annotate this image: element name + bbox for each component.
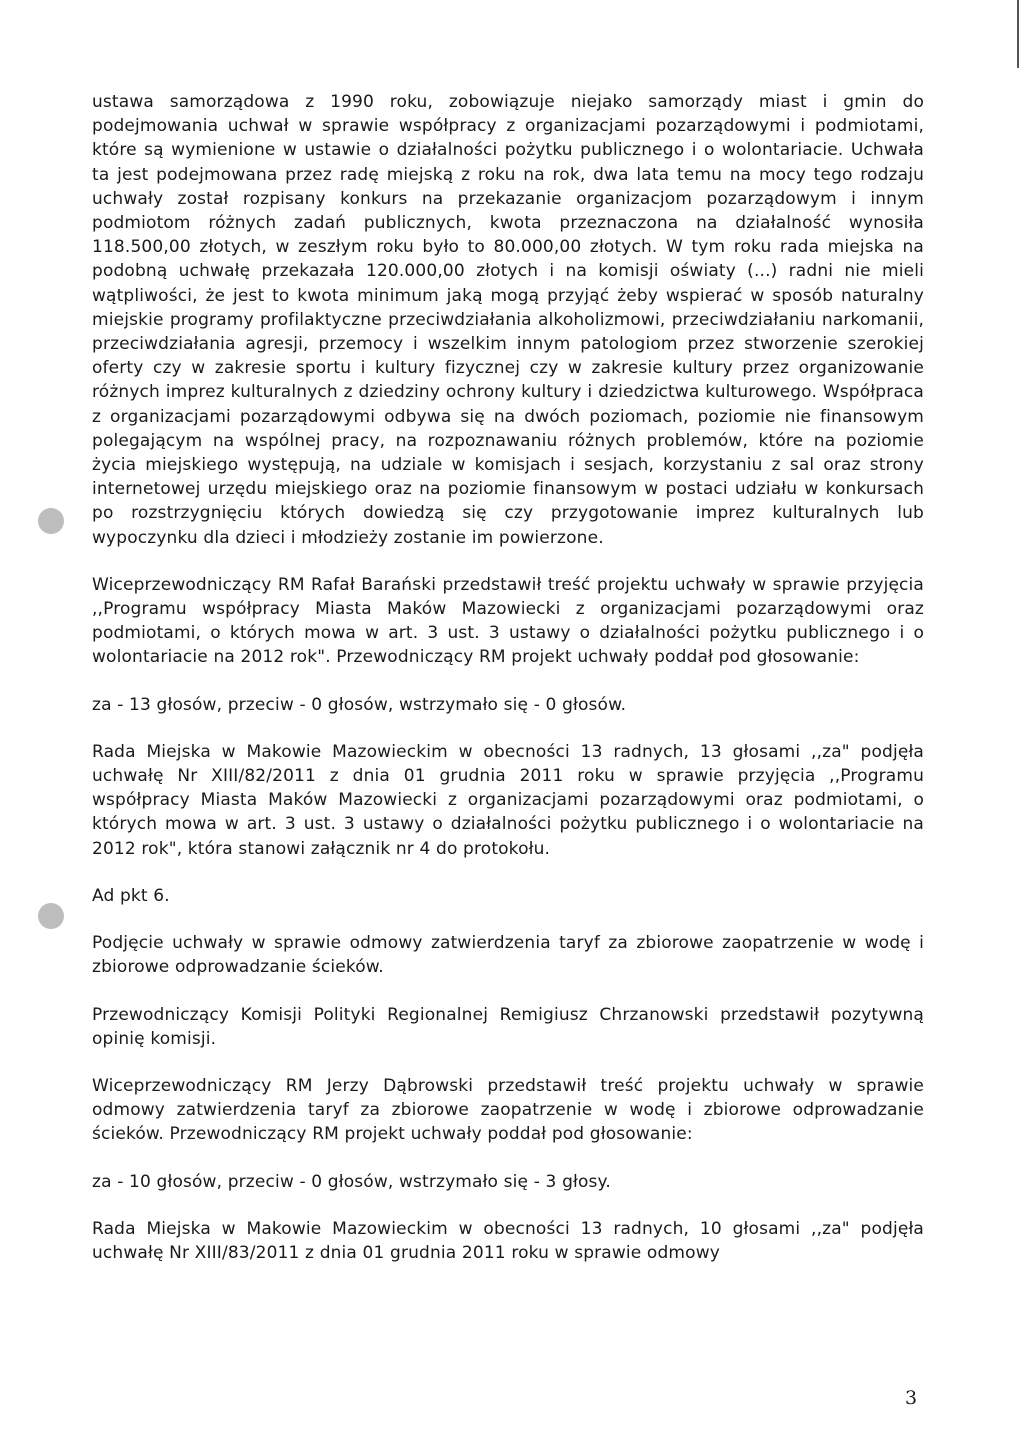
punch-hole-top — [38, 508, 64, 534]
vote-result: za - 13 głosów, przeciw - 0 głosów, wstrzymało się - 0 głosów. — [92, 694, 627, 715]
paragraph-resolution: Rada Miejska w Makowie Mazowieckim w obecności 13 radnych, 10 głosami ,,za" podjęła uchwałę Nr XIII/83/2011 z dnia 01 grudnia 2011 roku w sprawie odmowy — [92, 1218, 924, 1263]
page-number: 3 — [905, 1387, 918, 1409]
paragraph-wiceprzewodniczacy-presentation: Wiceprzewodniczący RM Rafał Barański przedstawił treść projektu uchwały w sprawie przyjęcia ,,Programu współpracy Miasta Maków Mazowiecki z organizacjami pozarządowymi oraz podmiotami, o których mowa w art. 3 ust. 3 ustawy o działalności pożytku publicznego i o wolontariacie na 2012 rok". Przewodniczący RM projekt uchwały poddał pod głosowanie: — [92, 574, 924, 668]
paragraph-wiceprzewodniczacy-presentation: Wiceprzewodniczący RM Jerzy Dąbrowski przedstawił treść projektu uchwały w sprawie odmowy zatwierdzenia taryf za zbiorowe zaopatrzenie w wodę i zbiorowe odprowadzanie ścieków. Przewodniczący RM projekt uchwały poddał pod głosowanie: — [92, 1075, 924, 1145]
paragraph-intro: ustawa samorządowa z 1990 roku, zobowiązuje niejako samorządy miast i gmin do podejmowania uchwał w sprawie współpracy z organizacjami pozarządowymi i podmiotami, które są wymienione w ustawie o działalności pożytku publicznego i o wolontariacie. Uchwała ta jest podejmowana przez radę miejską z roku na rok, dwa lata temu na mocy tego rodzaju uchwały został rozpisany konkurs na przekazanie organizacjom pozarządowym i innym podmiotom różnych zadań publicznych, kwota przeznaczona na działalność wynosiła 118.500,00 złotych, w zeszłym roku było to 80.000,00 złotych. W tym roku rada miejska na podobną uchwałę przekazała 120.000,00 złotych i na komisji oświaty (...) radni nie mieli wątpliwości, że jest to kwota minimum jaką mogą przyjąć żeby wspierać w sposób naturalny miejskie programy profilaktyczne przeciwdziałania alkoholizmowi, przeciwdziałaniu narkomanii, przeciwdziałania agresji, przemocy i wszelkim innym patologiom przez stworzenie szerokiej oferty czy w zakresie sportu i kultury fizycznej czy w zakresie kultury przez organizowanie różnych imprez kulturalnych z dziedziny ochrony kultury i dziedzictwa kulturowego. Współpraca z organizacjami pozarządowymi odbywa się na dwóch poziomach, poziomie nie finansowym polegającym na wspólnej pracy, na rozpoznawaniu różnych problemów, które na poziomie życia miejskiego występują, na udziale w komisjach i sesjach, korzystaniu z sal oraz strony internetowej urzędu miejskiego oraz na poziomie finansowym w postaci udziału w konkursach po rozstrzygnięciu których dowiedzą się czy przygotowanie imprez kulturalnych lub wypoczynku dla dzieci i młodzieży zostanie im powierzone. — [92, 92, 924, 548]
scan-edge-mark — [1017, 0, 1019, 68]
document-body — [92, 90, 924, 1265]
paragraph-resolution: Rada Miejska w Makowie Mazowieckim w obecności 13 radnych, 13 głosami ,,za" podjęła uchwałę Nr XIII/82/2011 z dnia 01 grudnia 2011 roku w sprawie przyjęcia ,,Programu współpracy Miasta Maków Mazowiecki z organizacjami pozarządowymi oraz podmiotami, o których mowa w art. 3 ust. 3 ustawy o działalności pożytku publicznego i o wolontariacie na 2012 rok", która stanowi załącznik nr 4 do protokołu. — [92, 741, 924, 859]
punch-hole-bottom — [38, 903, 64, 929]
paragraph-committee-opinion: Przewodniczący Komisji Polityki Regionalnej Remigiusz Chrzanowski przedstawił pozytywną opinię komisji. — [92, 1004, 924, 1049]
agenda-point-heading: Ad pkt 6. — [92, 885, 170, 906]
paragraph-agenda-subject: Podjęcie uchwały w sprawie odmowy zatwierdzenia taryf za zbiorowe zaopatrzenie w wodę i zbiorowe odprowadzanie ścieków. — [92, 933, 924, 978]
vote-result: za - 10 głosów, przeciw - 0 głosów, wstrzymało się - 3 głosy. — [92, 1171, 611, 1192]
